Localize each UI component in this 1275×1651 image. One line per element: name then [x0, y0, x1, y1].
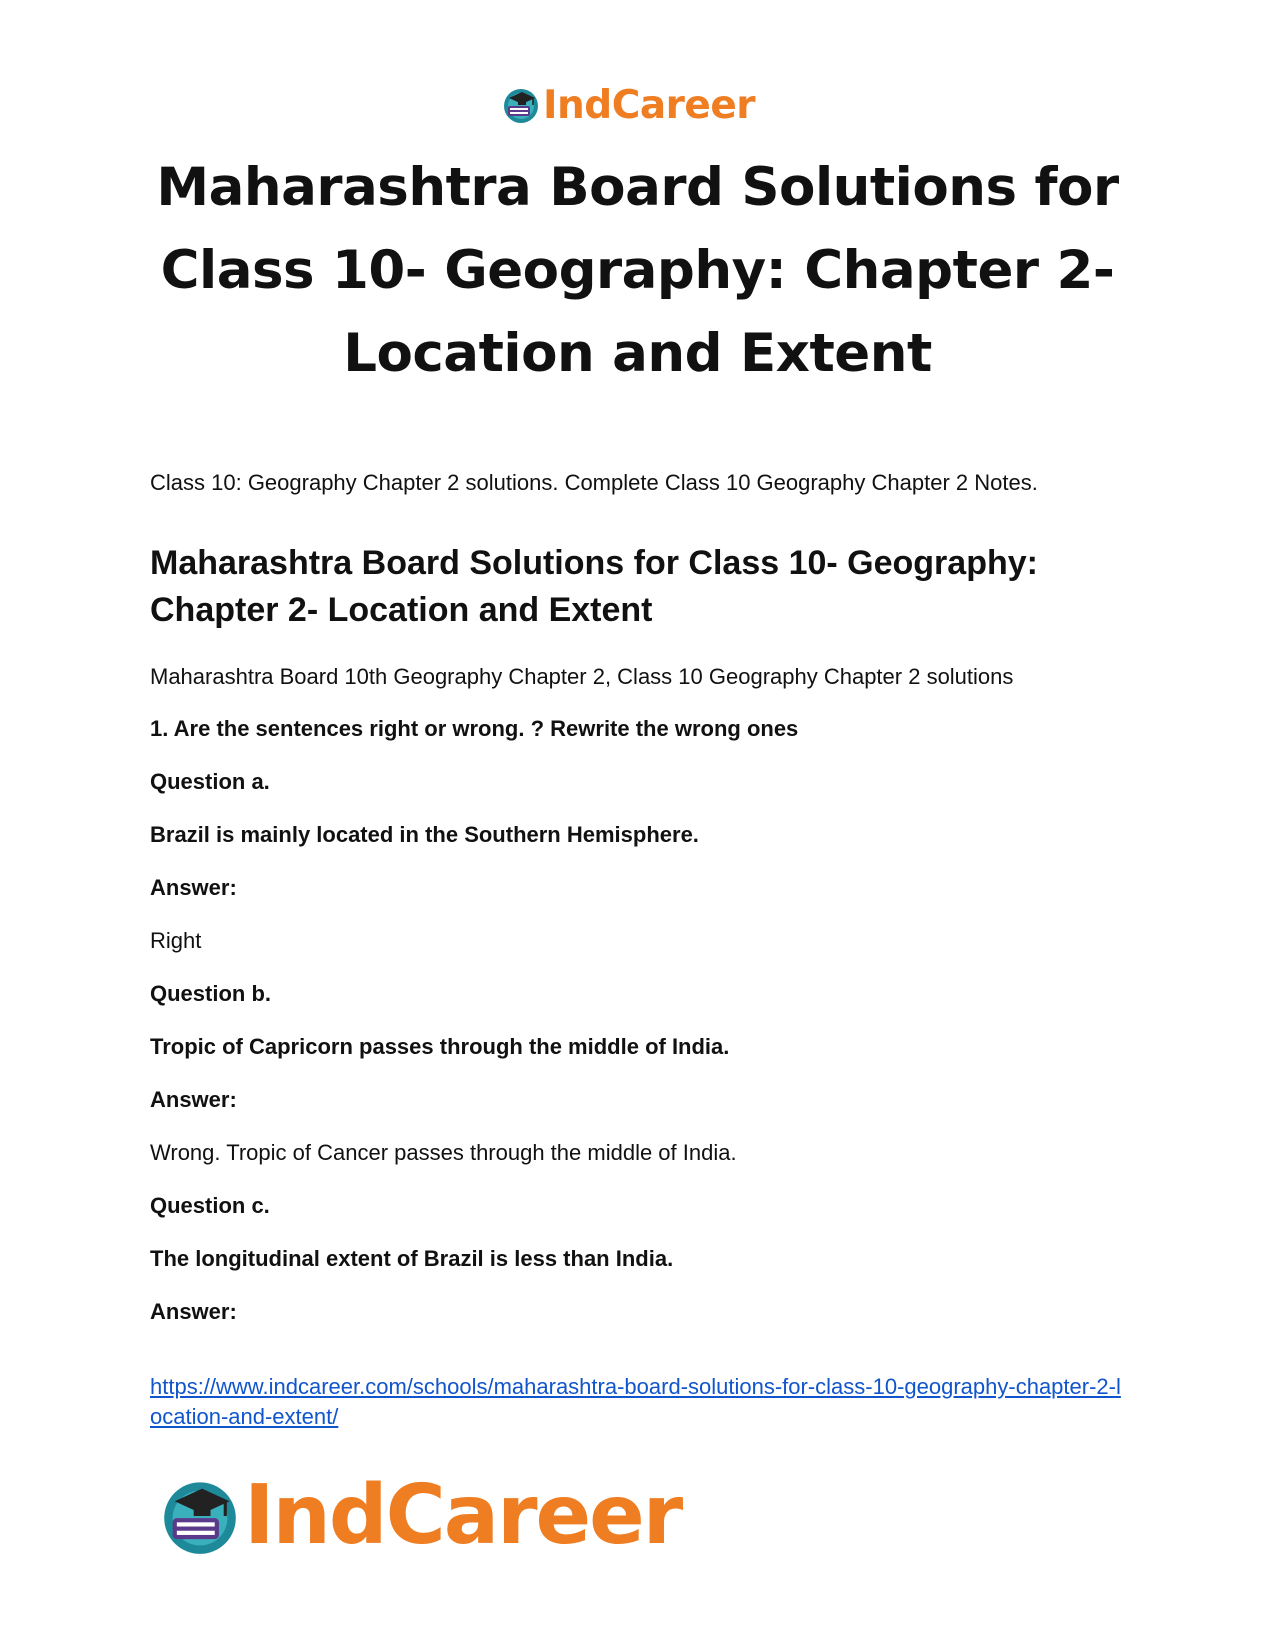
logo-wordmark: IndCareer: [244, 1468, 682, 1563]
answer-label: Answer:: [150, 875, 237, 900]
section-prompt: 1. Are the sentences right or wrong. ? Rewrite the wrong ones: [150, 716, 799, 741]
graduation-cap-book-icon: [160, 1476, 240, 1556]
question-label: Question c.: [150, 1193, 270, 1218]
page-title: Maharashtra Board Solutions for Class 10- Geography: Chapter 2- Location and Extent: [156, 157, 1119, 384]
answer-label: Answer:: [150, 1087, 237, 1112]
source-url-link[interactable]: https://www.indcareer.com/schools/maharashtra-board-solutions-for-class-10-geography-chapter-2-location-and-extent/: [150, 1374, 1121, 1429]
logo-bottom: [160, 1468, 682, 1563]
section-heading: Maharashtra Board Solutions for Class 10- Geography: Chapter 2- Location and Extent: [150, 544, 1038, 629]
answer-label: Answer:: [150, 1299, 237, 1324]
question-statement: Tropic of Capricorn passes through the middle of India.: [150, 1034, 730, 1059]
graduation-cap-book-icon: [502, 86, 540, 124]
question-label: Question a.: [150, 769, 270, 794]
intro-text: Class 10: Geography Chapter 2 solutions. Complete Class 10 Geography Chapter 2 Notes.: [150, 470, 1038, 495]
document-body: [150, 470, 1130, 1432]
logo-wordmark: IndCareer: [543, 82, 755, 128]
answer-text: Right: [150, 928, 202, 953]
answer-text: Wrong. Tropic of Cancer passes through the middle of India.: [150, 1140, 737, 1165]
subtitle-text: Maharashtra Board 10th Geography Chapter 2, Class 10 Geography Chapter 2 solutions: [150, 664, 1014, 689]
question-label: Question b.: [150, 981, 271, 1006]
question-statement: Brazil is mainly located in the Southern Hemisphere.: [150, 822, 699, 847]
question-statement: The longitudinal extent of Brazil is less than India.: [150, 1246, 674, 1271]
logo-top: [502, 82, 755, 128]
